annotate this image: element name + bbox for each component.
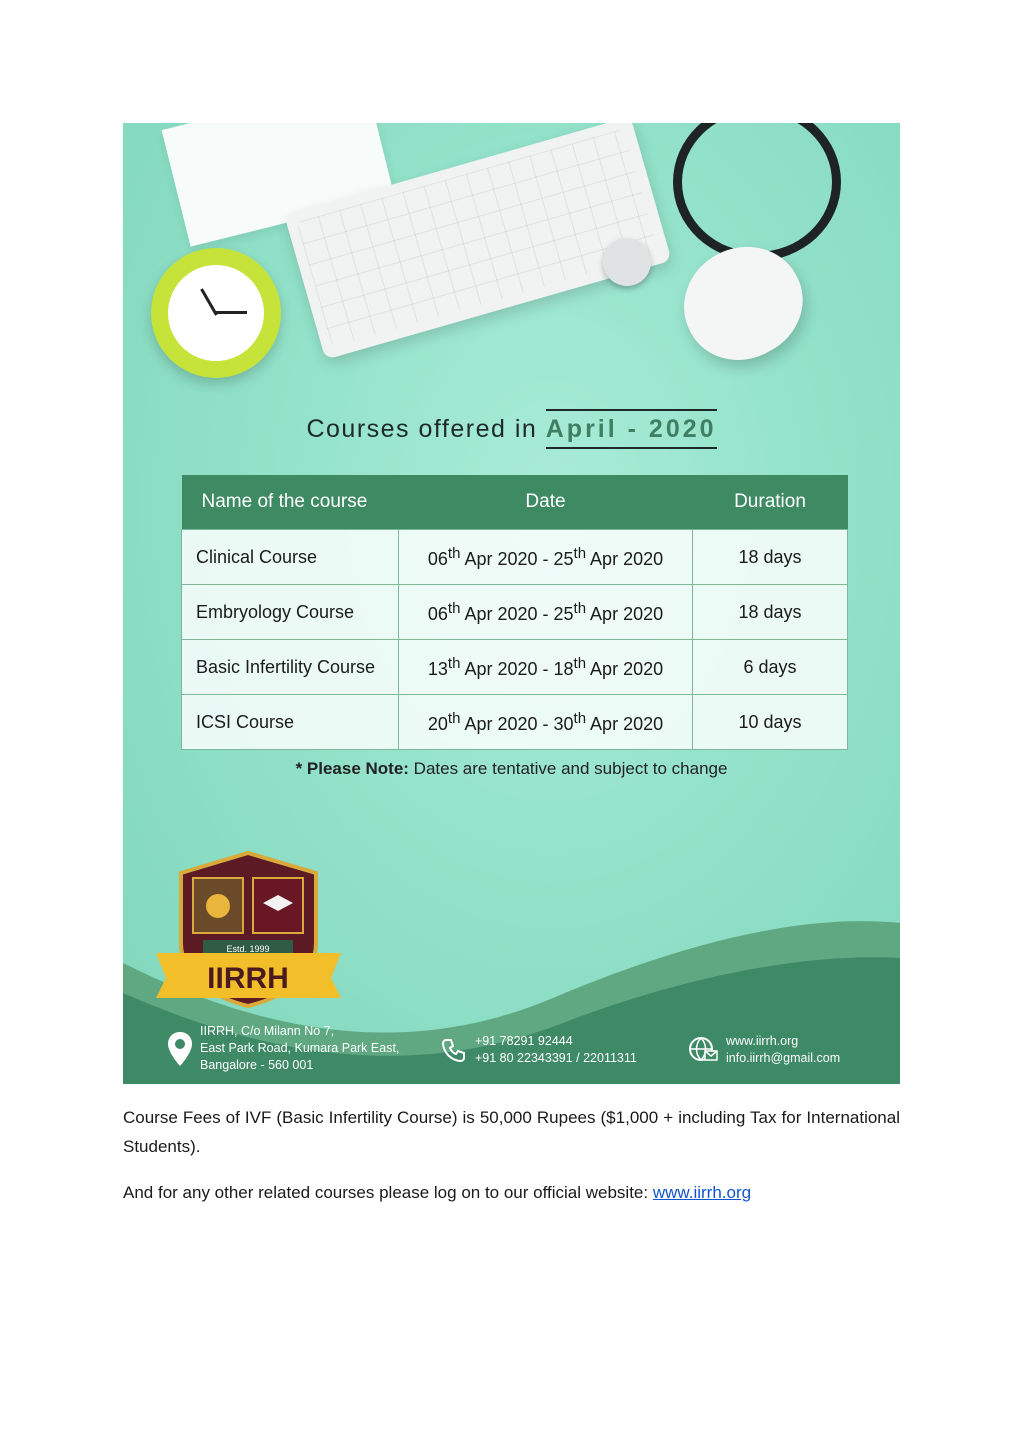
header-date: Date <box>399 475 693 530</box>
course-date: 20th Apr 2020 - 30th Apr 2020 <box>399 695 693 750</box>
footer-web: www.iirrh.org info.iirrh@gmail.com <box>688 1033 840 1067</box>
course-duration: 18 days <box>693 585 848 640</box>
table-row <box>182 530 848 585</box>
course-name: Basic Infertility Course <box>182 640 399 695</box>
course-duration: 10 days <box>693 695 848 750</box>
phone-icon <box>441 1037 467 1063</box>
table-row <box>182 640 848 695</box>
course-name: ICSI Course <box>182 695 399 750</box>
poster-heading <box>123 415 900 444</box>
course-date: 06th Apr 2020 - 25th Apr 2020 <box>399 585 693 640</box>
course-name: Embryology Course <box>182 585 399 640</box>
location-pin-icon <box>168 1032 192 1066</box>
table-row <box>182 695 848 750</box>
iirrh-logo <box>151 848 346 1008</box>
course-poster <box>123 123 900 1084</box>
course-duration: 18 days <box>693 530 848 585</box>
table-header-row <box>182 475 848 530</box>
note-text: Dates are tentative and subject to change <box>408 759 728 778</box>
website-text: And for any other related courses please log on to our official website: <box>123 1183 653 1202</box>
header-duration: Duration <box>693 475 848 530</box>
footer-phones: +91 78291 92444 +91 80 22343391 / 22011311 <box>441 1033 637 1067</box>
course-date: 13th Apr 2020 - 18th Apr 2020 <box>399 640 693 695</box>
logo-estd: Estd. 1999 <box>226 944 270 954</box>
heading-prefix: Courses offered in <box>306 415 538 443</box>
note-label: * Please Note: <box>295 759 409 778</box>
stethoscope-icon <box>603 238 651 286</box>
course-date: 06th Apr 2020 - 25th Apr 2020 <box>399 530 693 585</box>
globe-mail-icon <box>688 1036 718 1064</box>
course-duration: 6 days <box>693 640 848 695</box>
heading-accent: April - 2020 <box>546 409 717 449</box>
footer-address: IIRRH, C/o Milann No 7, East Park Road, Kumara Park East, Bangalore - 560 001 <box>168 1023 399 1074</box>
disclaimer-note <box>123 759 900 779</box>
stethoscope-tube-decoration <box>673 123 841 261</box>
header-course: Name of the course <box>182 475 399 530</box>
course-name: Clinical Course <box>182 530 399 585</box>
poster-footer <box>123 1019 900 1084</box>
course-table <box>181 475 848 750</box>
table-row <box>182 585 848 640</box>
website-paragraph <box>123 1178 900 1207</box>
logo-name: IIRRH <box>207 962 289 995</box>
website-link[interactable]: www.iirrh.org <box>652 1183 752 1202</box>
microscope-icon <box>206 894 230 918</box>
alarm-clock-icon <box>151 248 281 378</box>
course-fees-paragraph: Course Fees of IVF (Basic Infertility Course) is 50,000 Rupees ($1,000 + including Tax for International Students). <box>123 1108 900 1156</box>
